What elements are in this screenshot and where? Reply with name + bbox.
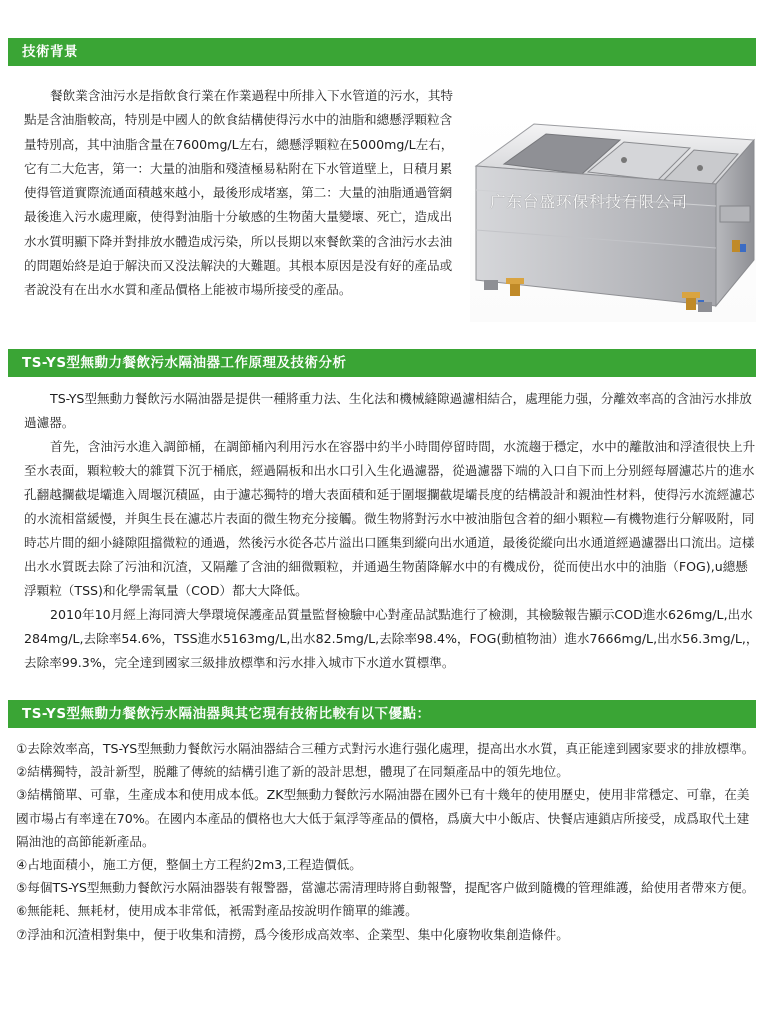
principle-paragraph-2: 首先，含油污水進入調節桶，在調節桶內利用污水在容器中約半小時間停留時間，水流趨于穩定，水中的離散油和浮渣很快上升至水表面，顆粒較大的雜質下沉于桶底，經過隔板和出水口引入生化過濾器，從過濾器下端的入口自下而上分别經每層濾芯片的進水孔翻越攔截堤壩進入周堰沉積區，由于濾芯獨特的增大表面積和延于圍堰攔截堤壩長度的结構設計和親油性材料，使得污水流經濾芯的水流相當緩慢，并與生長在濾芯片表面的微生物充分接觸。微生物將對污水中被油脂包含着的細小顆粒—有機物進行分解吸附，同時芯片間的細小縫隙阻擋微粒的通過，然後污水從各芯片溢出口匯集到縱向出水通道，最後從縱向出水通道經過濾器出口流出。這樣出水水質既去除了污油和沉渣，又隔離了含油的細微顆粒，并通過生物菌降解水中的有機成份，從而使出水中的油脂（FOG),u總懸浮顆粒（TSS)和化學需氧量（COD）都大大降低。 bbox=[24, 439, 756, 598]
list-item: ②結構獨特，設計新型，脱離了傳統的結構引進了新的設計思想，體現了在同類產品中的領先地位。 bbox=[16, 764, 569, 780]
list-item: ③結構簡單、可靠，生產成本和使用成本低。ZK型無動力餐飲污水隔油器在國外已有十幾年的使用歷史，使用非常穩定、可靠，在美國市場占有率達在70%。在國内本產品的價格也大大低于氣浮等產品的價格，爲廣大中小飯店、快餐店連鎖店所接受，成爲取代土建隔油池的高節能新產品。 bbox=[16, 787, 750, 849]
list-item: ⑦浮油和沉渣相對集中，便于收集和清撈，爲今後形成高效率、企業型、集中化廢物收集創造條件。 bbox=[16, 926, 569, 942]
list-item: ⑤每個TS-YS型無動力餐飲污水隔油器裝有報警器，當濾芯需清理時將自動報警，提配客户做到隨機的管理維護，給使用者帶來方便。 bbox=[16, 880, 755, 896]
section-header-advantages bbox=[8, 700, 756, 728]
advantages-list bbox=[16, 737, 756, 946]
section-header-background bbox=[8, 38, 756, 66]
background-text bbox=[24, 84, 464, 303]
principle-text bbox=[24, 387, 760, 675]
list-item: ⑥無能耗、無耗材，使用成本非常低，衹需對產品按說明作簡單的維護。 bbox=[16, 903, 418, 919]
watermark: 广东台盛环保科技有限公司 bbox=[490, 193, 689, 211]
list-item: ①去除效率高，TS-YS型無動力餐飲污水隔油器結合三種方式對污水進行强化處理，提高出水水質，真正能達到國家要求的排放標準。 bbox=[16, 741, 755, 756]
grease-trap-illustration bbox=[470, 110, 756, 322]
section-title: 技術背景 bbox=[22, 44, 78, 60]
background-paragraph: 餐飲業含油污水是指飲食行業在作業過程中所排入下水管道的污水，其特點是含油脂較高，特別是中國人的飲食結構使得污水中的油脂和總懸浮顆粒含量特別高，其中油脂含量在7600mg/L左右，總懸浮顆粒在5000mg/L左右，它有二大危害，第一：大量的油脂和殘渣極易粘附在下水管道壁上，日積月累使得管道實際流通面積越來越小，最後形成堵塞，第二：大量的油脂通過管網最後進入污水處理廠，使得對油脂十分敏感的生物菌大量變壞、死亡，造成出水水質明顯下降并對排放水體造成污染，所以長期以來餐飲業的含油污水去油的問題始終是迫于解決而又没法解決的大難題。其根本原因是没有好的產品或者說没有在出水水質和產品價格上能被市場所接受的產品。 bbox=[24, 88, 454, 298]
valve-icon bbox=[506, 278, 524, 296]
principle-paragraph-3: 2010年10月經上海同濟大學環境保護產品質量監督檢驗中心對產品試點進行了檢測，其檢驗報告顯示COD進水626mg/L,出水284mg/L,去除率54.6%，TSS進水5163mg/L,出水82.5mg/L,去除率98.4%，FOG(動植物油）進水7666mg/L,出水56.3mg/L,，去除率99.3%，完全達到國家三級排放標準和污水排入城市下水道水質標準。 bbox=[24, 607, 759, 670]
list-item: ④占地面積小，施工方便，整個土方工程約2m3,工程造價低。 bbox=[16, 857, 362, 873]
principle-paragraph-1: TS-YS型無動力餐飲污水隔油器是提供一種將重力法、生化法和機械縫隙過濾相結合，處理能力强，分離效率高的含油污水排放過濾器。 bbox=[24, 391, 752, 430]
section-header-principle bbox=[8, 349, 756, 377]
section-title: TS-YS型無動力餐飲污水隔油器工作原理及技術分析 bbox=[22, 355, 347, 371]
product-photo bbox=[470, 110, 756, 322]
section-title: TS-YS型無動力餐飲污水隔油器與其它現有技術比較有以下優點： bbox=[22, 706, 431, 722]
